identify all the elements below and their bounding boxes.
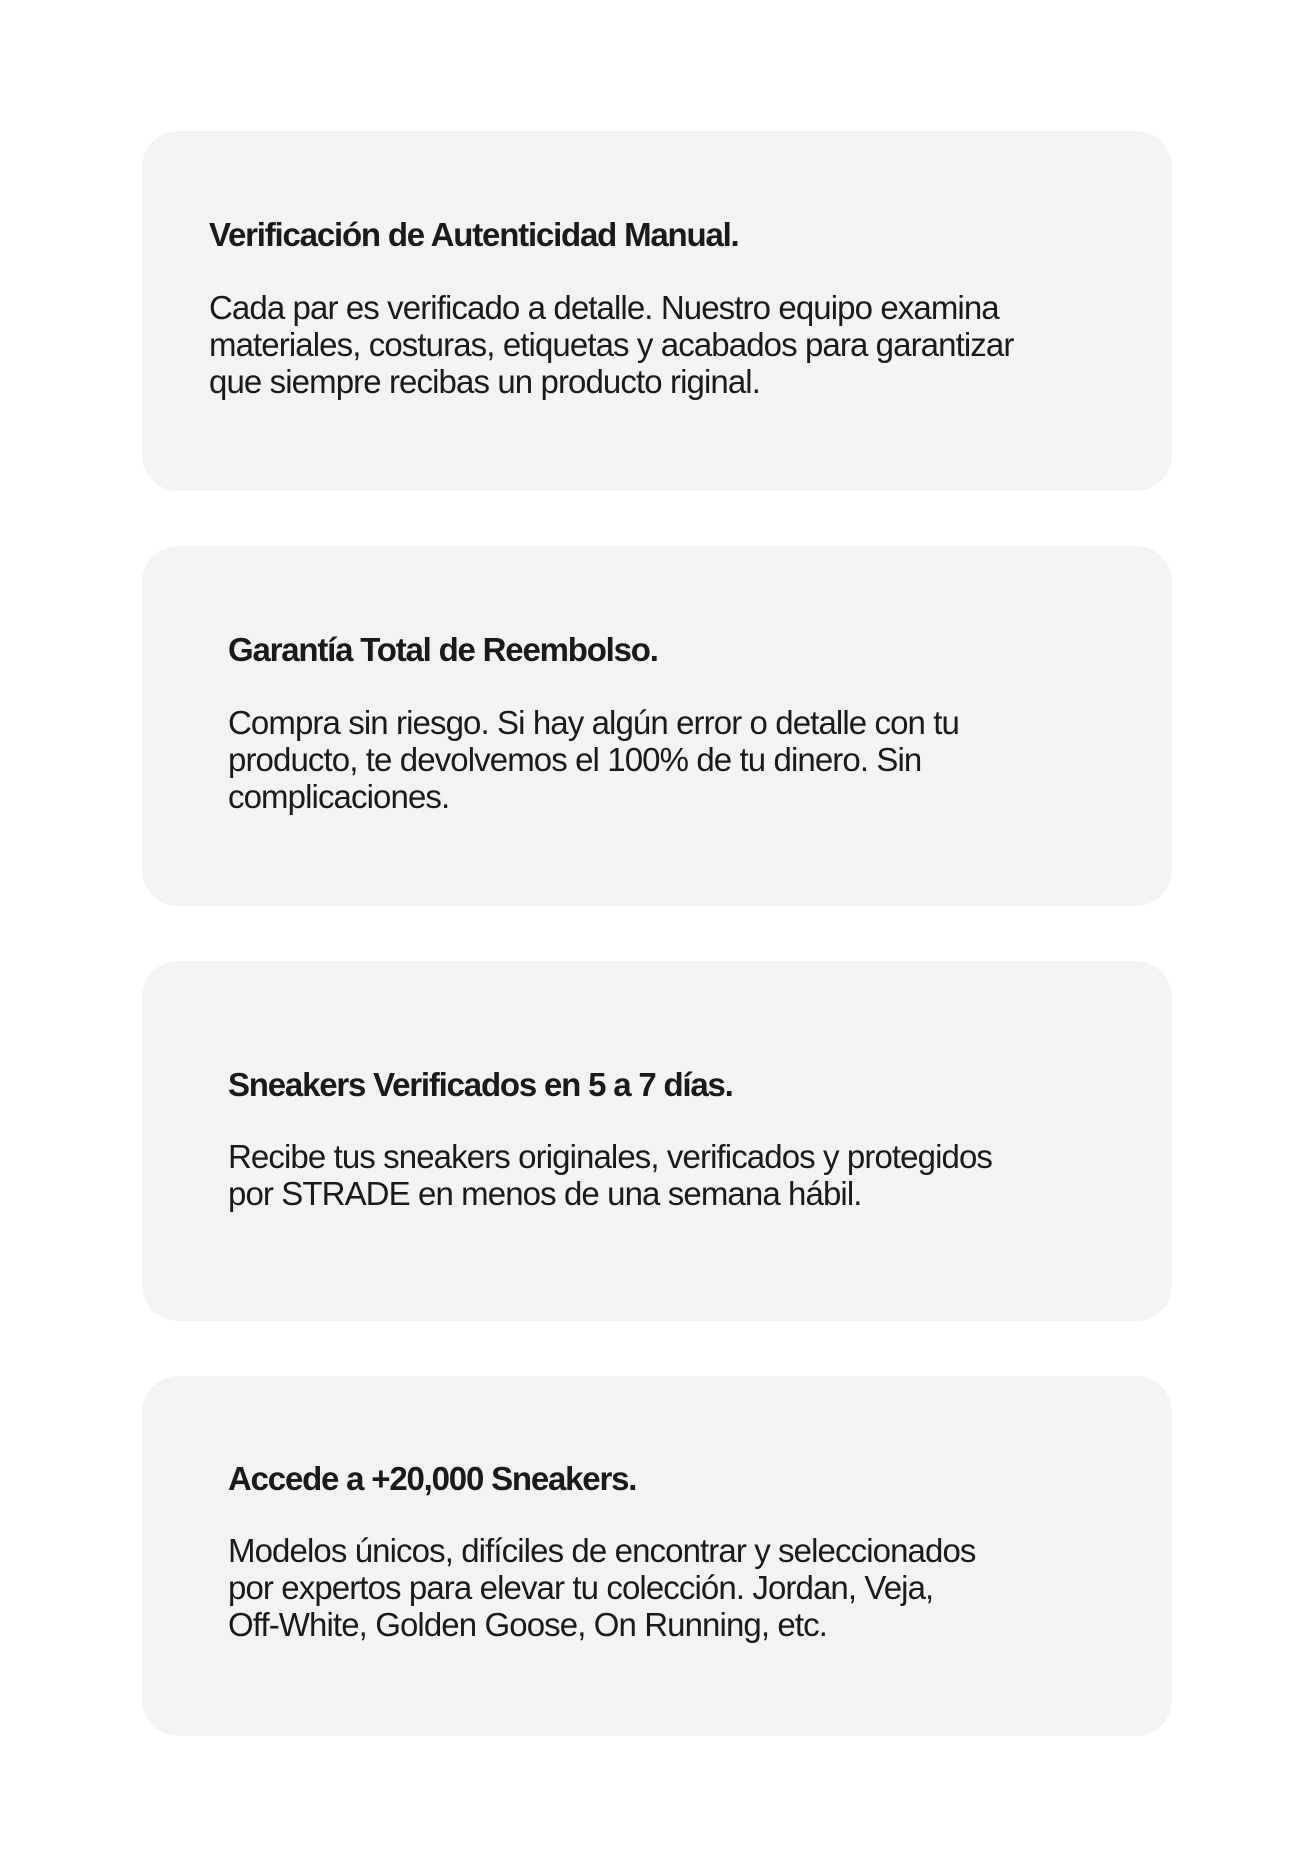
card-description-line: producto, te devolvemos el 100% de tu dinero. Sin xyxy=(228,741,922,778)
card-description-line: materiales, costuras, etiquetas y acabados para garantizar xyxy=(209,326,1014,363)
card-title: Verificación de Autenticidad Manual. xyxy=(209,216,739,253)
feature-card-authenticity xyxy=(142,131,1172,491)
card-description-line: complicaciones. xyxy=(228,778,450,815)
card-description-line: que siempre recibas un producto riginal. xyxy=(209,363,760,400)
card-description xyxy=(228,1138,992,1212)
card-title: Accede a +20,000 Sneakers. xyxy=(228,1460,637,1497)
card-title: Garantía Total de Reembolso. xyxy=(228,631,658,668)
card-description-line: Cada par es verificado a detalle. Nuestro equipo examina xyxy=(209,289,999,326)
card-description-line: por STRADE en menos de una semana hábil. xyxy=(228,1175,862,1212)
card-description-line: Recibe tus sneakers originales, verificados y protegidos xyxy=(228,1138,993,1175)
card-description xyxy=(228,704,959,815)
card-description-line: Compra sin riesgo. Si hay algún error o detalle con tu xyxy=(228,704,959,741)
feature-card-delivery-time xyxy=(142,961,1172,1321)
feature-card-catalog-access xyxy=(142,1376,1172,1736)
card-description-line: Modelos únicos, difíciles de encontrar y seleccionados xyxy=(228,1532,976,1569)
feature-card-refund-guarantee xyxy=(142,546,1172,906)
card-description-line: por expertos para elevar tu colección. Jordan, Veja, xyxy=(228,1569,934,1606)
card-description xyxy=(209,289,1013,400)
card-description-line: Off-White, Golden Goose, On Running, etc. xyxy=(228,1606,827,1643)
card-title: Sneakers Verificados en 5 a 7 días. xyxy=(228,1066,733,1103)
card-description xyxy=(228,1532,976,1643)
